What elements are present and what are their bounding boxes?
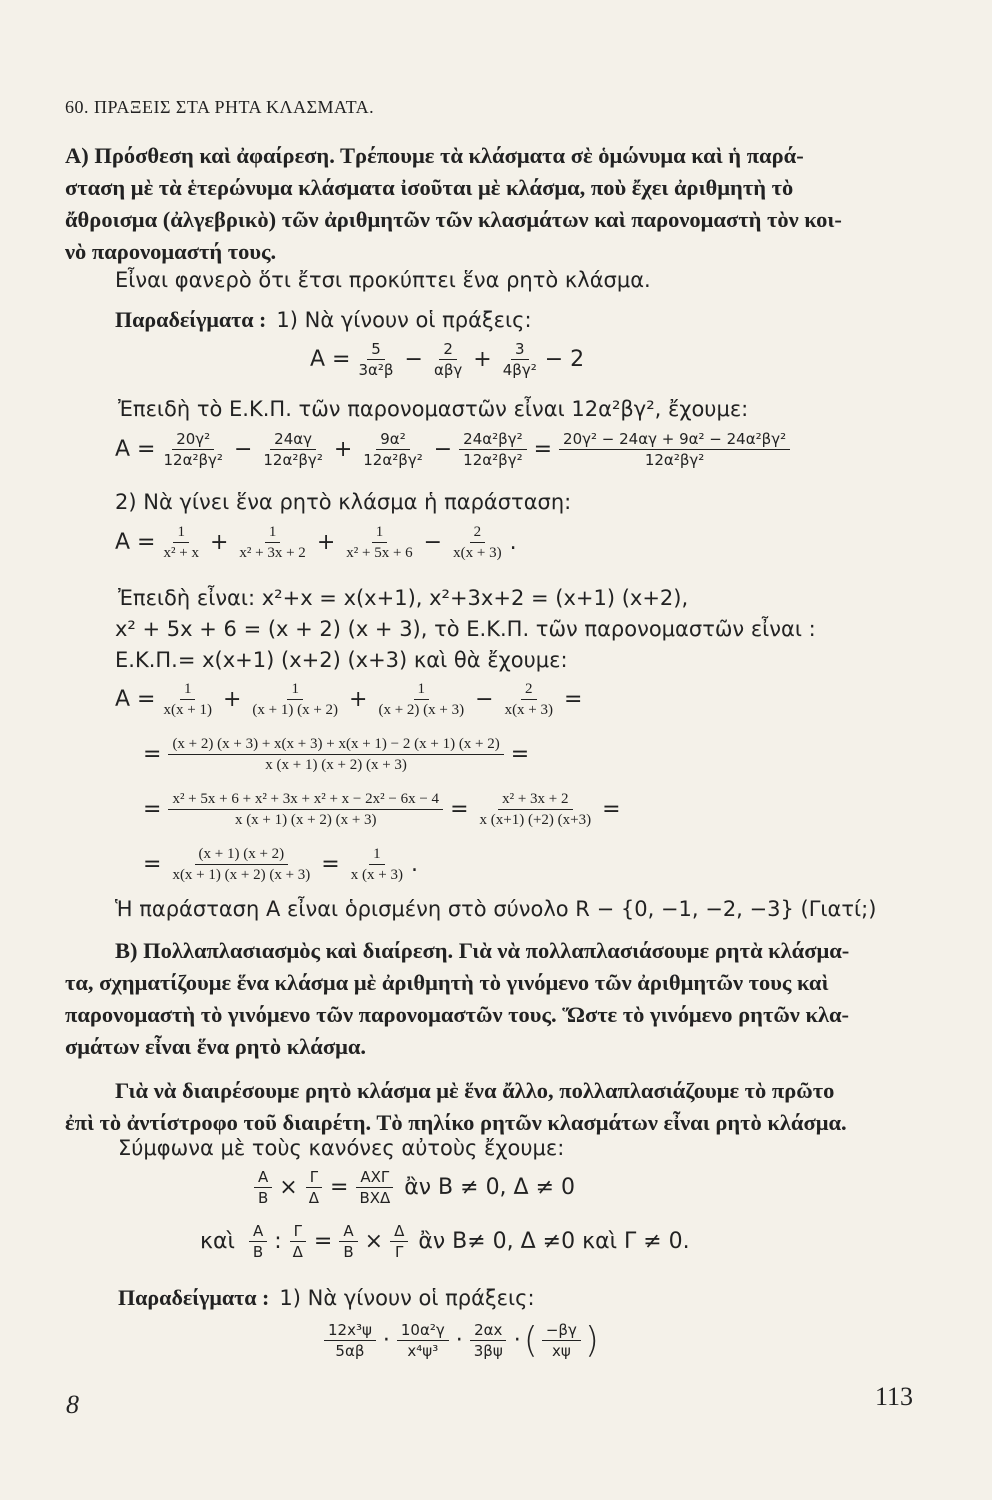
- eq2-frac-1: $\frac{\text{20γ²}}{\text{12α²βγ²}}$: [163, 430, 223, 469]
- eq3-frac-1: $\frac{1}{\text{x² + x}}$: [163, 524, 199, 561]
- sectionA-line-4: νὸ παρονομαστή τους.: [65, 239, 277, 264]
- eq2-lhs: Α =: [115, 437, 156, 462]
- eq2-result: $\frac{\text{20γ² − 24αγ + 9α² − 24α²βγ²}}{\text{12α²βγ²}}$: [559, 430, 790, 469]
- examples-label: Παραδείγματα :: [115, 307, 267, 332]
- rule2-condition: ἂν Β≠ 0, Δ ≠0 καὶ Γ ≠ 0.: [418, 1229, 690, 1254]
- rule1-result: $\frac{\text{ΑΧΓ}}{\text{ΒΧΔ}}$: [355, 1168, 394, 1207]
- eq3-end: .: [509, 530, 517, 555]
- division-line-2: ἐπὶ τὸ ἀντίστροφο τοῦ διαιρέτη. Τὸ πηλίκο ρητῶν κλασμάτων εἶναι ρητὸ κλάσμα.: [65, 1110, 847, 1135]
- eq1-frac-1: $\frac{5}{\text{3α²β}}$: [358, 340, 394, 379]
- sectionB-line-3: παρονομαστὴ τὸ γινόμενο τῶν παρονομαστῶν τους. Ὥστε τὸ γινόμενο ρητῶν κλα-: [65, 1002, 850, 1027]
- sectionA-line-1: Α) Πρόσθεση καὶ ἀφαίρεση. Τρέπουμε τὰ κλάσματα σὲ ὁμώνυμα καὶ ἡ παρά-: [65, 143, 804, 168]
- lcd-line: Ἐπειδὴ τὸ Ε.Κ.Π. τῶν παρονομαστῶν εἶναι 12α²βγ², ἔχουμε:: [118, 397, 749, 421]
- rule-multiplication: $\frac{A}{B}$ × $\frac{\Gamma}{\Delta}$ = $\frac{\text{ΑΧΓ}}{\text{ΒΧΔ}}$ ἂν Β ≠ 0, Δ ≠ 0: [250, 1168, 575, 1207]
- eq3-frac-3: $\frac{1}{\text{x² + 5x + 6}}$: [346, 524, 413, 561]
- rule2-frac-4: $\frac{\Delta}{\Gamma}$: [390, 1222, 408, 1261]
- signature-mark: 8: [66, 1390, 79, 1419]
- eq4-lhs: Α =: [115, 687, 156, 712]
- sectionA-line-2: σταση μὲ τὰ ἑτερώνυμα κλάσματα ἰσοῦται μὲ κλάσμα, ποὺ ἔχει ἀριθμητὴ τὸ: [65, 175, 794, 200]
- rule-division: καὶ $\frac{A}{B}$ : $\frac{\Gamma}{\Delta}$ = $\frac{A}{B}$ × $\frac{\Delta}{\Gamma}$ ἂν Β≠ 0, Δ ≠0 καὶ Γ ≠ 0.: [200, 1222, 690, 1261]
- equation-7: = $\frac{(x + 1) (x + 2)}{x(x + 1) (x + 2) (x + 3)}$ = $\frac{1}{x (x + 3)}$ .: [143, 846, 418, 883]
- eq6-frac-2: $\frac{\text{x² + 3x + 2}}{x (x+1) (+2) (x+3)}$: [479, 791, 592, 828]
- sectionA-note: Εἶναι φανερὸ ὅτι ἔτσι προκύπτει ἕνα ρητὸ κλάσμα.: [115, 268, 651, 292]
- sectionB-line-2: τα, σχηματίζουμε ἕνα κλάσμα μὲ ἀριθμητὴ τὸ γινόμενο τῶν ἀριθμητῶν τους καὶ: [65, 970, 829, 995]
- sectionA-line-3: ἄθροισμα (ἀλγεβρικὸ) τῶν ἀριθμητῶν τῶν κλασμάτων καὶ παρονομαστὴ τὸν κοι-: [65, 207, 842, 232]
- eq7-frac-2: $\frac{1}{x (x + 3)}$: [350, 846, 403, 883]
- eq3-frac-4: $\frac{2}{x(x + 3)}$: [453, 524, 502, 561]
- equation-2: Α = $\frac{\text{20γ²}}{\text{12α²βγ²}}$ − $\frac{24\alpha\gamma}{\text{12α²βγ²}}$ + $\frac{\text{9α²}}{\text{12α²βγ²}}$ − $\frac{\text{24α²βγ²}}{\text{12α²βγ²}}$ = $\frac{\text{20γ² − 24αγ + 9α² − 24α²βγ²}}{\text{12α²βγ²}}$: [115, 430, 794, 469]
- prod-frac-2: $\frac{\text{10α²γ}}{\text{x⁴ψ³}}$: [397, 1321, 449, 1360]
- equation-1: Α = $\frac{5}{\text{3α²β}}$ − $\frac{2}{\text{αβγ}}$ + $\frac{3}{\text{4βγ²}}$ − 2: [310, 340, 585, 379]
- rule2-frac-2: $\frac{\Gamma}{\Delta}$: [289, 1222, 307, 1261]
- eq2-frac-2: $\frac{24\alpha\gamma}{\text{12α²βγ²}}$: [263, 430, 323, 469]
- page-number: 113: [875, 1382, 914, 1411]
- example1-intro: 1) Νὰ γίνουν οἱ πράξεις:: [276, 308, 532, 332]
- rule2-frac-3: $\frac{A}{B}$: [339, 1222, 357, 1261]
- eq4-frac-1: $\frac{1}{x(x + 1)}$: [163, 681, 212, 718]
- rule1-condition: ἂν Β ≠ 0, Δ ≠ 0: [404, 1175, 576, 1200]
- rule1-frac-1: $\frac{A}{B}$: [254, 1168, 272, 1207]
- examples2-task: 1) Νὰ γίνουν οἱ πράξεις:: [279, 1286, 535, 1310]
- rule2-prefix: καὶ: [200, 1229, 235, 1254]
- eq4-frac-4: $\frac{2}{x(x + 3)}$: [504, 681, 554, 718]
- rules-intro: Σύμφωνα μὲ τοὺς κανόνες αὐτοὺς ἔχουμε:: [118, 1136, 565, 1160]
- equation-6: = $\frac{\text{x² + 5x + 6 + x² + 3x + x² + x − 2x² − 6x − 4}}{x (x + 1) (x + 2) (x + 3)}$ = $\frac{\text{x² + 3x + 2}}{x (x+1) (+2) (x+3)}$ =: [143, 791, 621, 828]
- eq5-frac: $\frac{(x + 2) (x + 3) + x(x + 3) + x(x + 1) - 2 (x + 1) (x + 2)}{x (x + 1) (x + 2) (x + 3)}$: [168, 735, 503, 774]
- equation-4: Α = $\frac{1}{x(x + 1)}$ + $\frac{1}{(x + 1) (x + 2)}$ + $\frac{1}{(x + 2) (x + 3)}$ − $\frac{2}{x(x + 3)}$ =: [115, 681, 583, 718]
- prod-frac-3: $\frac{2\alpha x}{3\beta\psi}$: [470, 1321, 507, 1360]
- equation-3: Α = $\frac{1}{\text{x² + x}}$ + $\frac{1}{\text{x² + 3x + 2}}$ + $\frac{1}{\text{x² + 5x + 6}}$ − $\frac{2}{x(x + 3)}$ .: [115, 524, 517, 561]
- factor-line-1: Ἐπειδὴ εἶναι: x²+x = x(x+1), x²+3x+2 = (x+1) (x+2),: [118, 586, 689, 610]
- domain-line: Ἡ παράσταση Α εἶναι ὁρισμένη στὸ σύνολο R − {0, −1, −2, −3} (Γιατί;): [115, 897, 877, 921]
- eq4-frac-3: $\frac{1}{(x + 2) (x + 3)}$: [378, 681, 465, 718]
- prod-frac-1: $\frac{\text{12x³ψ}}{5\alpha\beta}$: [324, 1321, 376, 1360]
- factor-line-2: x² + 5x + 6 = (x + 2) (x + 3), τὸ Ε.Κ.Π. τῶν παρονομαστῶν εἶναι :: [115, 617, 816, 641]
- eq1-frac-2: $\frac{2}{\text{αβγ}}$: [433, 340, 463, 379]
- factor-line-3: Ε.Κ.Π.= x(x+1) (x+2) (x+3) καὶ θὰ ἔχουμε:: [115, 648, 568, 672]
- eq7-frac-1: $\frac{(x + 1) (x + 2)}{x(x + 1) (x + 2) (x + 3)}$: [172, 846, 311, 883]
- rule1-frac-2: $\frac{\Gamma}{\Delta}$: [305, 1168, 323, 1207]
- rule2-frac-1: $\frac{A}{B}$: [249, 1222, 267, 1261]
- product-expression: $\frac{\text{12x³ψ}}{5\alpha\beta}$ · $\frac{\text{10α²γ}}{\text{x⁴ψ³}}$ · $\frac{2\alpha x}{3\beta\psi}$ · ( $\frac{-\beta\gamma}{x\psi}$ ): [320, 1320, 599, 1361]
- eq3-frac-2: $\frac{1}{\text{x² + 3x + 2}}$: [239, 524, 306, 561]
- examples2-intro: [118, 1285, 535, 1311]
- eq4-frac-2: $\frac{1}{(x + 1) (x + 2)}$: [252, 681, 339, 718]
- eq2-frac-4: $\frac{\text{24α²βγ²}}{\text{12α²βγ²}}$: [459, 430, 526, 469]
- examples-intro: [115, 307, 532, 333]
- eq6-frac-1: $\frac{\text{x² + 5x + 6 + x² + 3x + x² + x − 2x² − 6x − 4}}{x (x + 1) (x + 2) (x + 3)}$: [168, 790, 443, 829]
- section-heading: 60. ΠΡΑΞΕΙΣ ΣΤΑ ΡΗΤΑ ΚΛΑΣΜΑΤΑ.: [65, 97, 375, 117]
- eq1-lhs: Α =: [310, 347, 351, 372]
- sectionB-line-1: Β) Πολλαπλασιασμὸς καὶ διαίρεση. Γιὰ νὰ πολλαπλασιάσουμε ρητὰ κλάσμα-: [115, 938, 850, 963]
- division-line-1: Γιὰ νὰ διαιρέσουμε ρητὸ κλάσμα μὲ ἕνα ἄλλο, πολλαπλασιάζουμε τὸ πρῶτο: [115, 1078, 835, 1103]
- eq1-frac-3: $\frac{3}{\text{4βγ²}}$: [502, 340, 537, 379]
- example2-intro: 2) Νὰ γίνει ἕνα ρητὸ κλάσμα ἡ παράσταση:: [115, 490, 572, 514]
- equation-5: = $\frac{(x + 2) (x + 3) + x(x + 3) + x(x + 1) - 2 (x + 1) (x + 2)}{x (x + 1) (x + 2) (x + 3)}$ =: [143, 736, 530, 773]
- eq1-tail: − 2: [544, 347, 585, 372]
- eq2-frac-3: $\frac{\text{9α²}}{\text{12α²βγ²}}$: [363, 430, 423, 469]
- prod-frac-4: $\frac{-\beta\gamma}{x\psi}$: [542, 1321, 581, 1360]
- eq3-lhs: Α =: [115, 530, 156, 555]
- sectionB-line-4: σμάτων εἶναι ἕνα ρητὸ κλάσμα.: [65, 1034, 367, 1059]
- examples2-label: Παραδείγματα :: [118, 1285, 270, 1310]
